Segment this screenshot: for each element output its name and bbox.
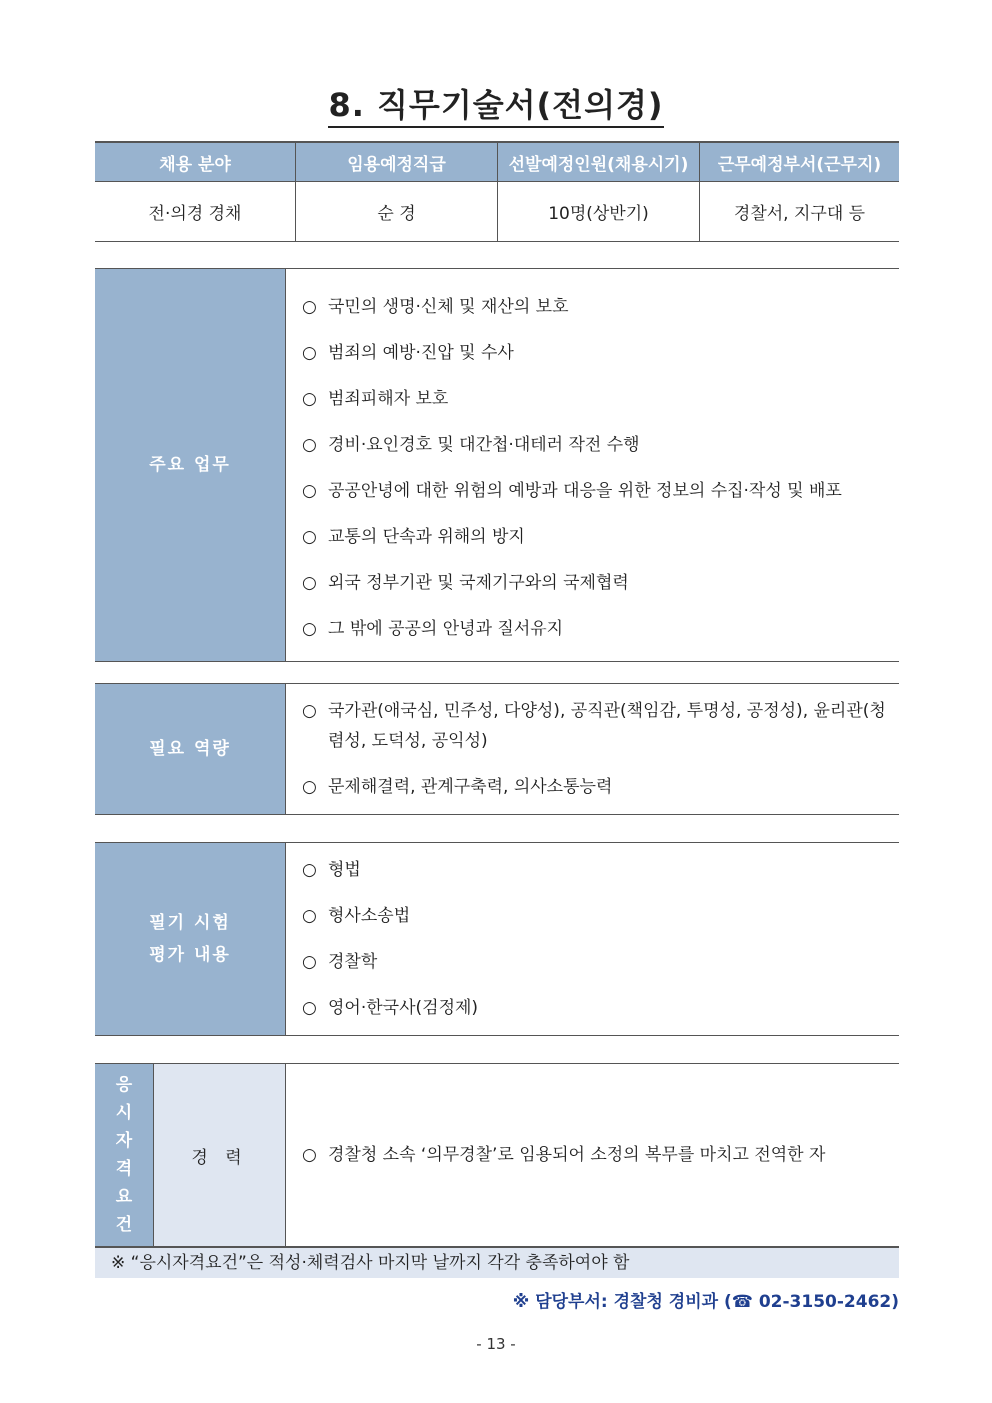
list-item: ○ 영어·한국사(검정제)	[302, 993, 893, 1023]
qualification-section	[95, 1063, 899, 1247]
page-title-text: 8. 직무기술서(전의경)	[328, 86, 663, 128]
value-headcount: 10명(상반기)	[498, 182, 700, 242]
circle-bullet-icon: ○	[302, 906, 317, 926]
contact-info: ※ 담당부서: 경찰청 경비과 (☎ 02-3150-2462)	[512, 1292, 899, 1312]
exam-label	[95, 843, 286, 1036]
list-item: ○ 경찰청 소속 ‘의무경찰’로 임용되어 소정의 복무를 마치고 전역한 자	[302, 1140, 893, 1170]
value-recruit-field: 전·의경 경채	[95, 182, 296, 242]
exam-section	[95, 842, 899, 1036]
duties-section	[95, 268, 899, 662]
circle-bullet-icon: ○	[302, 619, 317, 639]
circle-bullet-icon: ○	[302, 343, 317, 363]
list-item: ○ 경비‧요인경호 및 대간첩‧대테러 작전 수행	[302, 430, 893, 460]
header-rank: 임용예정직급	[296, 142, 498, 182]
circle-bullet-icon: ○	[302, 297, 317, 317]
exam-list	[286, 843, 900, 1036]
career-label: 경 력	[154, 1064, 286, 1247]
competency-list	[286, 684, 900, 815]
circle-bullet-icon: ○	[302, 860, 317, 880]
circle-bullet-icon: ○	[302, 573, 317, 593]
circle-bullet-icon: ○	[302, 481, 317, 501]
list-item: ○ 범죄의 예방‧진압 및 수사	[302, 338, 893, 368]
circle-bullet-icon: ○	[302, 998, 317, 1018]
list-item: ○ 형사소송법	[302, 901, 893, 931]
header-headcount: 선발예정인원(채용시기)	[498, 142, 700, 182]
page-title	[0, 80, 992, 126]
list-item: ○ 형법	[302, 855, 893, 885]
qualification-note: ※ “응시자격요건”은 적성·체력검사 마지막 날까지 각각 충족하여야 함	[95, 1247, 899, 1278]
circle-bullet-icon: ○	[302, 435, 317, 455]
list-item: ○ 교통의 단속과 위해의 방지	[302, 522, 893, 552]
list-item: ○ 국민의 생명‧신체 및 재산의 보호	[302, 292, 893, 322]
exam-label-line1: 필기 시험	[149, 913, 231, 933]
list-item: ○ 공공안녕에 대한 위험의 예방과 대응을 위한 정보의 수집‧작성 및 배포	[302, 476, 893, 506]
job-summary-table	[95, 141, 899, 242]
value-department: 경찰서, 지구대 등	[700, 182, 900, 242]
page-number: - 13 -	[476, 1335, 516, 1353]
circle-bullet-icon: ○	[302, 1145, 317, 1165]
list-item: ○ 문제해결력, 관계구축력, 의사소통능력	[302, 772, 893, 802]
qualification-label: 응 시 자 격 요 건	[95, 1064, 154, 1247]
list-item: ○ 범죄피해자 보호	[302, 384, 893, 414]
list-item: ○ 그 밖에 공공의 안녕과 질서유지	[302, 614, 893, 644]
duties-label: 주요 업무	[95, 269, 286, 662]
list-item: ○ 경찰학	[302, 947, 893, 977]
header-department: 근무예정부서(근무지)	[700, 142, 900, 182]
value-rank: 순 경	[296, 182, 498, 242]
competency-section	[95, 683, 899, 815]
list-item: ○ 외국 정부기관 및 국제기구와의 국제협력	[302, 568, 893, 598]
exam-label-line2: 평가 내용	[149, 945, 231, 965]
qualification-content	[286, 1064, 900, 1247]
list-item: ○ 국가관(애국심, 민주성, 다양성), 공직관(책임감, 투명성, 공정성), 윤리관(청렴성, 도덕성, 공익성)	[302, 696, 893, 756]
circle-bullet-icon: ○	[302, 952, 317, 972]
circle-bullet-icon: ○	[302, 701, 317, 721]
header-recruit-field: 채용 분야	[95, 142, 296, 182]
circle-bullet-icon: ○	[302, 777, 317, 797]
duties-list	[286, 269, 900, 662]
circle-bullet-icon: ○	[302, 527, 317, 547]
competency-label: 필요 역량	[95, 684, 286, 815]
circle-bullet-icon: ○	[302, 389, 317, 409]
